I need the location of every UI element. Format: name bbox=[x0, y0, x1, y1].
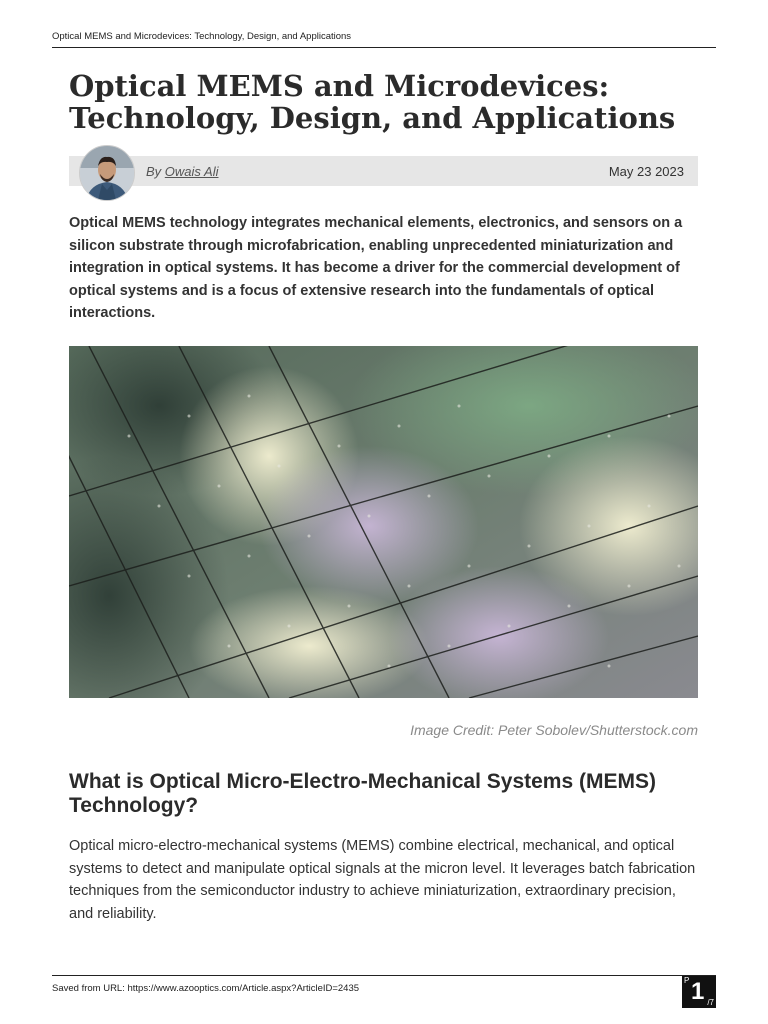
footer-rule bbox=[52, 975, 716, 976]
title-line-2: Technology, Design, and Applications bbox=[69, 101, 676, 135]
author-link[interactable]: Owais Ali bbox=[164, 164, 219, 179]
running-header-title: Optical MEMS and Microdevices: Technology, Design, and Applications bbox=[52, 31, 352, 42]
page-number: 1 bbox=[691, 978, 705, 1005]
article-lead: Optical MEMS technology integrates mechanical elements, electronics, and sensors on a silicon substrate through microfabrication, enabling unprecedented miniaturization and integration in optical systems. It has become a driver for the commercial development of optical systems and is a focus of extensive research into the fundamentals of optical interactions. bbox=[69, 215, 683, 321]
page-number-badge bbox=[682, 976, 716, 1008]
publish-date: May 23 2023 bbox=[608, 164, 684, 179]
title-line-1: Optical MEMS and Microdevices: bbox=[69, 69, 610, 103]
avatar-portrait-icon bbox=[80, 146, 134, 200]
page-total: /7 bbox=[707, 998, 714, 1007]
mems-wafer-photo-icon bbox=[69, 346, 698, 698]
section-body: Optical micro-electro-mechanical systems (MEMS) combine electrical, mechanical, and optical systems to detect and manipulate optical signals at the micron level. It leverages batch fabrication techniques from the semiconductor industry to achieve miniaturization, extraordinary precision, and reliability. bbox=[69, 838, 696, 922]
section-heading: What is Optical Micro-Electro-Mechanical Systems (MEMS) Technology? bbox=[69, 770, 656, 817]
author-avatar bbox=[79, 145, 135, 201]
byline-text bbox=[146, 164, 219, 179]
saved-url: Saved from URL: https://www.azooptics.com/Article.aspx?ArticleID=2435 bbox=[52, 983, 360, 994]
image-caption: Image Credit: Peter Sobolev/Shutterstock.com bbox=[410, 722, 698, 738]
byline-prefix: By bbox=[146, 164, 162, 179]
hero-image bbox=[69, 346, 698, 698]
page-label: P bbox=[684, 976, 690, 985]
article-title bbox=[69, 70, 709, 134]
header-rule bbox=[52, 47, 716, 48]
